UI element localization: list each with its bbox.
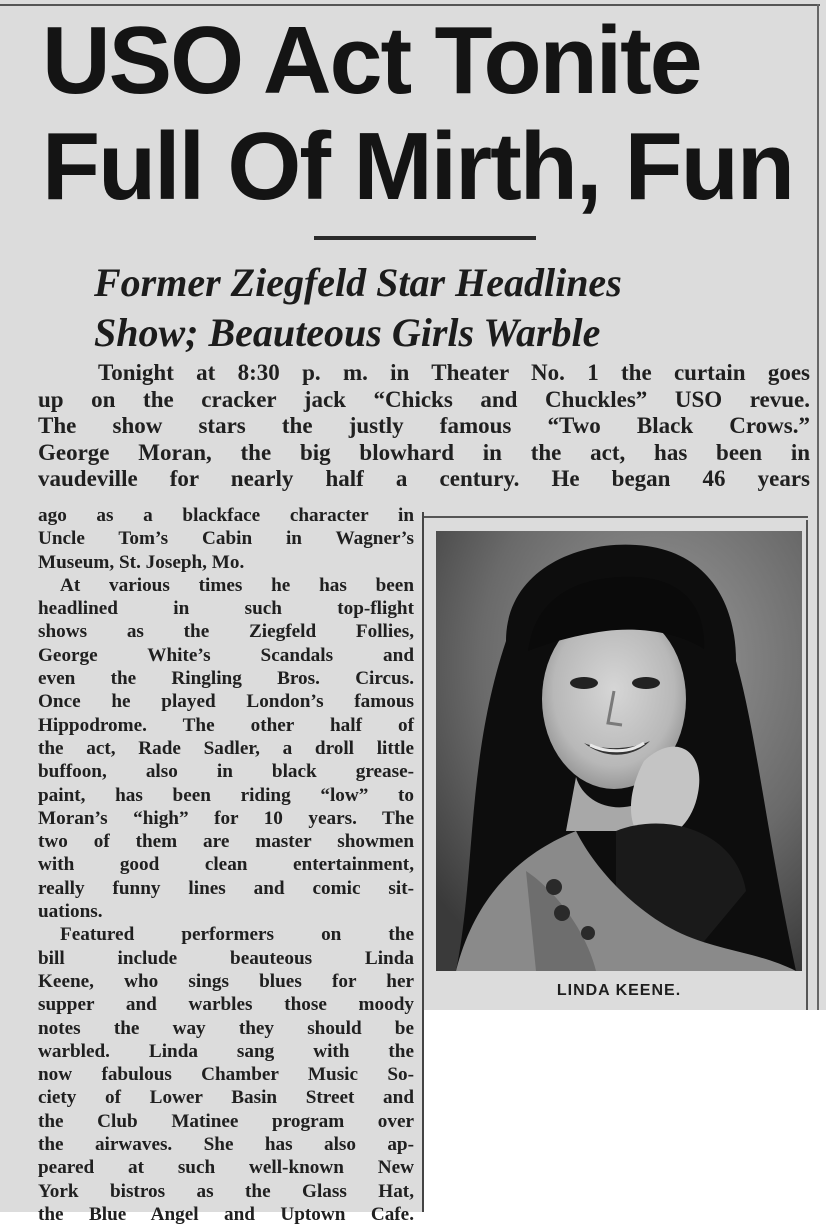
body-line: ciety of Lower Basin Street and (38, 1087, 414, 1109)
body-line: supper and warbles those moody (38, 994, 414, 1016)
body-line: At various times he has been (60, 574, 414, 596)
body-line: now fabulous Chamber Music So- (38, 1064, 414, 1086)
body-line: buffoon, also in black grease- (38, 761, 414, 783)
body-line: the Club Matinee program over (38, 1110, 414, 1132)
headline-line-1: USO Act Tonite (42, 7, 701, 114)
subheadline-line-2: Show; Beauteous Girls Warble (94, 310, 601, 355)
body-line: even the Ringling Bros. Circus. (38, 668, 414, 690)
body-paragraph-1 (38, 504, 414, 574)
subheadline-line-1: Former Ziegfeld Star Headlines (94, 260, 622, 305)
body-line: uations. (38, 901, 103, 923)
body-line: bill include beauteous Linda (38, 947, 414, 969)
right-border-rule (817, 4, 819, 1010)
subheadline (94, 258, 794, 358)
body-line: Hippodrome. The other half of (38, 714, 414, 736)
lead-line: vaudeville for nearly half a century. He began 46 years (38, 466, 810, 491)
portrait-photo-image (436, 531, 802, 971)
body-line: Moran’s “high” for 10 years. The (38, 807, 414, 829)
body-line: George White’s Scandals and (38, 644, 414, 666)
body-line: with good clean entertainment, (38, 854, 414, 876)
lead-paragraph (38, 360, 810, 493)
body-line: the act, Rade Sadler, a droll little (38, 737, 414, 759)
headline (42, 8, 804, 220)
photo-top-rule (424, 516, 808, 518)
body-column (38, 504, 414, 1226)
headline-line-2: Full Of Mirth, Fun (42, 113, 793, 220)
body-line: really funny lines and comic sit- (38, 877, 414, 899)
body-line: the Blue Angel and Uptown Cafe. (38, 1203, 414, 1225)
body-line: ago as a blackface character in (38, 505, 414, 526)
top-border-rule (0, 4, 820, 6)
body-line: peared at such well-known New (38, 1157, 414, 1179)
body-line: shows as the Ziegfeld Follies, (38, 621, 414, 643)
portrait-photo (436, 531, 802, 971)
headline-divider (314, 236, 536, 240)
body-line: two of them are master showmen (38, 831, 414, 853)
body-line: Uncle Tom’s Cabin in Wagner’s (38, 528, 414, 550)
lead-line: Tonight at 8:30 p. m. in Theater No. 1 the curtain goes (98, 360, 810, 385)
lead-line: George Moran, the big blowhard in the act, has been in (38, 439, 810, 465)
body-paragraph-3 (38, 923, 414, 1226)
body-line: warbled. Linda sang with the (38, 1040, 414, 1062)
body-line: Once he played London’s famous (38, 691, 414, 713)
lead-line: up on the cracker jack “Chicks and Chuckles” USO revue. (38, 386, 810, 412)
lead-line: The show stars the justly famous “Two Black Crows.” (38, 413, 810, 438)
body-line: notes the way they should be (38, 1017, 414, 1039)
body-line: York bistros as the Glass Hat, (38, 1180, 414, 1202)
photo-caption: LINDA KEENE. (556, 982, 682, 999)
body-line: paint, has been riding “low” to (38, 784, 414, 806)
column-rule (422, 512, 424, 1212)
body-paragraph-2 (38, 574, 414, 923)
body-line: the airwaves. She has also ap- (38, 1134, 414, 1156)
body-line: headlined in such top-flight (38, 598, 414, 620)
body-line: Keene, who sings blues for her (38, 970, 414, 992)
body-line: Museum, St. Joseph, Mo. (38, 551, 245, 573)
photo-right-rule (806, 520, 808, 1010)
body-line: Featured performers on the (60, 924, 414, 946)
